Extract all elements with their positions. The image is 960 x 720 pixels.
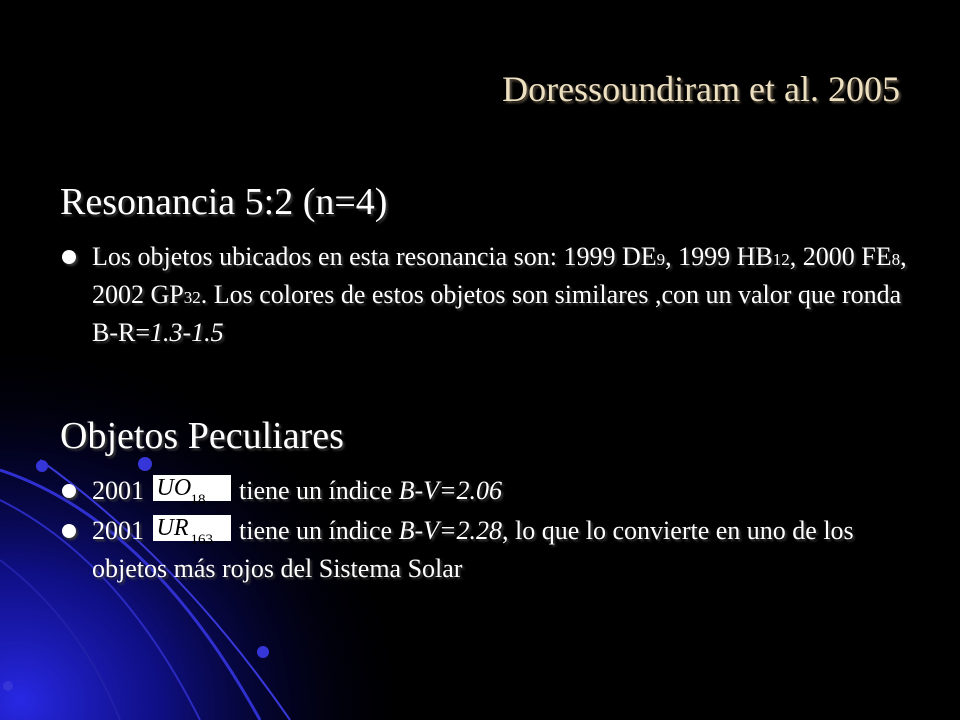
designation-sub: 18 xyxy=(190,492,206,508)
designation-main: UO xyxy=(156,475,192,501)
index-text-after: , lo que lo convierte en uno de los objetos más rojos del Sistema Solar xyxy=(92,516,854,583)
section-title-peculiar: Objetos Peculiares xyxy=(60,415,344,457)
resonance-value: 1.3-1.5 xyxy=(150,318,224,347)
decor-dot-3 xyxy=(257,646,269,658)
resonance-sub-2: 12 xyxy=(772,250,790,269)
designation-formula-image xyxy=(153,515,231,548)
resonance-text-part5: . Los colores de estos objetos son similares ,con un valor que ronda B-R= xyxy=(92,280,902,347)
resonance-text-part3: , 2000 FE xyxy=(789,242,892,271)
decor-dot-1 xyxy=(36,460,48,472)
citation-header: Doressoundiram et al. 2005 xyxy=(502,69,900,109)
resonance-sub-3: 8 xyxy=(891,250,901,269)
decor-dot-4 xyxy=(3,681,13,691)
resonance-text-part4: , 2002 GP xyxy=(92,242,907,309)
bullet-dot-icon xyxy=(62,484,76,498)
index-text-before: tiene un índice xyxy=(232,516,399,545)
section-title-resonance: Resonancia 5:2 (n=4) xyxy=(60,181,388,223)
designation-sub: 163 xyxy=(190,532,213,548)
resonance-bullet xyxy=(58,238,908,352)
resonance-sub-4: 32 xyxy=(183,288,201,307)
peculiar-bullet-ur163 xyxy=(58,512,908,588)
year-text: 2001 xyxy=(92,476,144,505)
designation-formula-image xyxy=(153,475,231,508)
decor-dot-2 xyxy=(138,457,152,471)
index-text-before: tiene un índice xyxy=(232,476,399,505)
bullet-dot-icon xyxy=(62,524,76,538)
peculiar-bullet-list xyxy=(58,472,908,588)
designation-main: UR xyxy=(156,515,189,541)
resonance-text-part1: Los objetos ubicados en esta resonancia son: 1999 DE xyxy=(92,242,657,271)
bullet-dot-icon xyxy=(62,250,76,264)
color-index-value: B-V=2.06 xyxy=(398,476,503,505)
resonance-sub-1: 9 xyxy=(656,250,666,269)
year-text: 2001 xyxy=(92,516,144,545)
peculiar-bullet-uo18 xyxy=(58,472,908,510)
resonance-text-part2: , 1999 HB xyxy=(665,242,773,271)
resonance-bullet-list xyxy=(58,238,908,352)
color-index-value: B-V=2.28 xyxy=(398,516,503,545)
